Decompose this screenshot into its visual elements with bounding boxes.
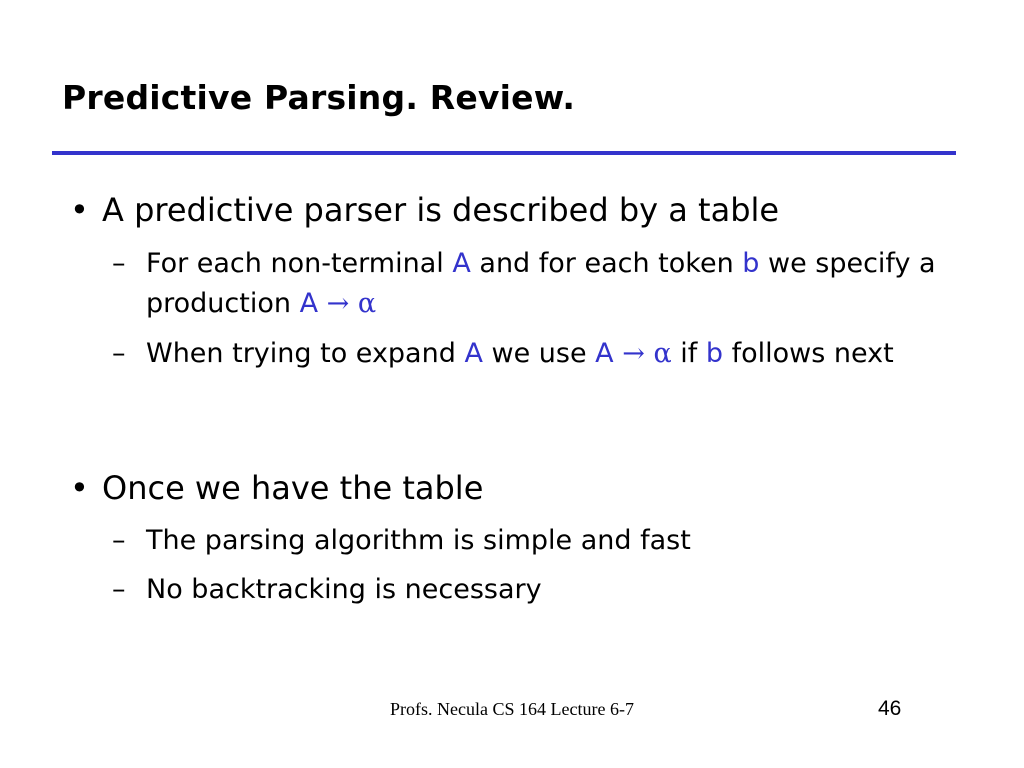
slide-footer: Profs. Necula CS 164 Lecture 6-7 [390, 699, 634, 719]
bullet-mark: • [70, 191, 89, 229]
sub-bullet-text: For each non-terminal A and for each token b we specify a production A → α [146, 248, 936, 319]
sub-bullet-text: When trying to expand A we use A → α if b follows next [146, 338, 894, 369]
sub-bullet-text: No backtracking is necessary [146, 574, 542, 605]
page-number: 46 [878, 697, 902, 720]
arrow-symbol: → [326, 288, 350, 319]
sub-bullet-text: The parsing algorithm is simple and fast [146, 525, 691, 556]
bullet-mark: • [70, 469, 89, 507]
slide-title: Predictive Parsing. Review. [62, 78, 576, 117]
arrow-symbol: → [622, 338, 645, 369]
bullet-text: A predictive parser is described by a table [102, 191, 780, 229]
dash-mark: – [112, 574, 126, 605]
alpha-symbol: α [653, 338, 672, 369]
bullet-text: Once we have the table [102, 469, 484, 507]
dash-mark: – [112, 248, 126, 279]
dash-mark: – [112, 338, 126, 369]
title-divider [52, 151, 956, 155]
alpha-symbol: α [357, 288, 377, 319]
dash-mark: – [112, 525, 126, 556]
